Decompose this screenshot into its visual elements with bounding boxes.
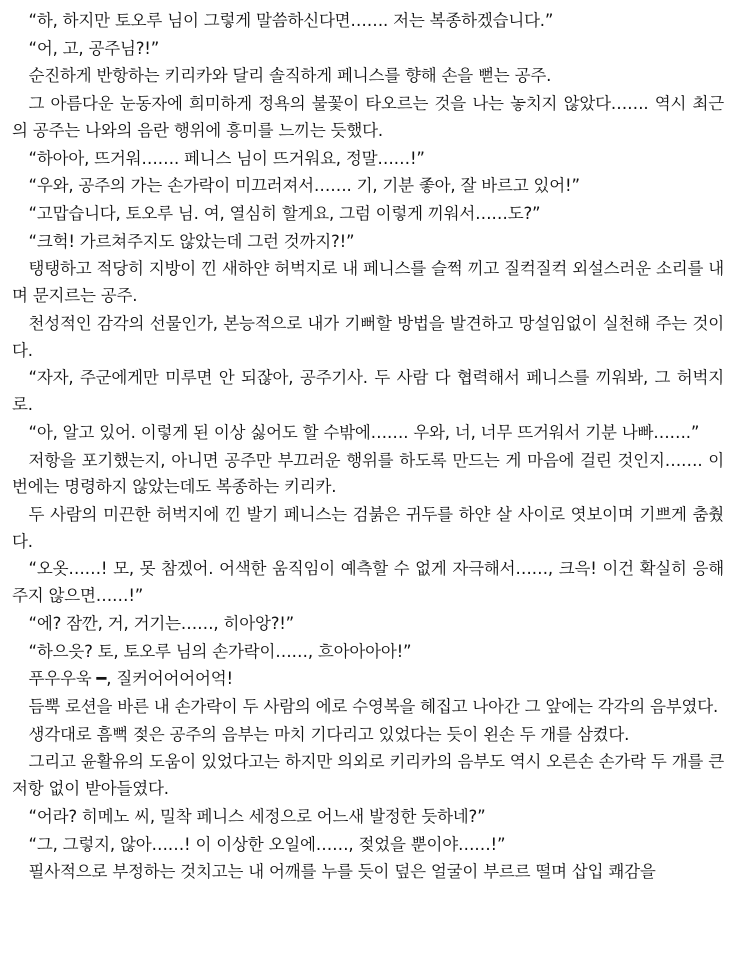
paragraph: 순진하게 반항하는 키리카와 달리 솔직하게 페니스를 향해 손을 뻗는 공주.: [28, 66, 552, 86]
paragraph: “하아아, 뜨거워……. 페니스 님이 뜨거워요, 정말……!”: [28, 148, 425, 168]
paragraph: 두 사람의 미끈한 허벅지에 낀 발기 페니스는 검붉은 귀두를 하얀 살 사이로 엿보이며 기쁘게 춤췄다.: [12, 504, 724, 551]
paragraph: 저항을 포기했는지, 아니면 공주만 부끄러운 행위를 하도록 만드는 게 마음에 걸린 것인지……. 이번에는 명령하지 않았는데도 복종하는 키리카.: [12, 450, 724, 497]
paragraph: “하, 하지만 토오루 님이 그렇게 말씀하신다면……. 저는 복종하겠습니다.”: [28, 11, 554, 30]
paragraph: “우와, 공주의 가는 손가락이 미끄러져서……. 기, 기분 좋아, 잘 바르고 있어!”: [28, 176, 580, 196]
paragraph: 그리고 윤활유의 도움이 있었다고는 하지만 의외로 키리카의 음부도 역시 오른손 손가락 두 개를 큰 저항 없이 받아들였다.: [12, 752, 724, 799]
paragraph: “아, 알고 있어. 이렇게 된 이상 싫어도 할 수밖에……. 우와, 너, 너무 뜨거워서 기분 나빠…….”: [28, 422, 700, 442]
paragraph: “에? 잠깐, 거, 거기는……, 히아앙?!”: [28, 613, 295, 633]
paragraph: 천성적인 감각의 선물인가, 본능적으로 내가 기뻐할 방법을 발견하고 망설임없이 실천해 주는 것이다.: [12, 313, 724, 360]
paragraph: 필사적으로 부정하는 것치고는 내 어깨를 누를 듯이 덮은 얼굴이 부르르 떨며 삽입 쾌감을: [28, 862, 656, 882]
paragraph: “하으읏? 토, 토오루 님의 손가락이……, 흐아아아아!”: [28, 641, 412, 661]
paragraph: 탱탱하고 적당히 지방이 낀 새하얀 허벅지로 내 페니스를 슬쩍 끼고 질컥질컥 외설스러운 소리를 내며 문지르는 공주.: [12, 259, 724, 306]
paragraph: “크헉! 가르쳐주지도 않았는데 그런 것까지?!”: [28, 231, 355, 251]
paragraph: “어, 고, 공주님?!”: [28, 38, 160, 58]
paragraph: “그, 그렇지, 않아……! 이 이상한 오일에……, 젖었을 뿐이야……!”: [28, 834, 506, 854]
paragraph: 푸우우욱 ━, 질커어어어어억!: [28, 669, 233, 689]
paragraph: “자자, 주군에게만 미루면 안 되잖아, 공주기사. 두 사람 다 협력해서 페니스를 끼워봐, 그 허벅지로.: [12, 368, 724, 415]
paragraph: 생각대로 흠뻑 젖은 공주의 음부는 마치 기다리고 있었다는 듯이 왼손 두 개를 삼켰다.: [28, 724, 630, 744]
paragraph: 듬뿍 로션을 바른 내 손가락이 두 사람의 에로 수영복을 헤집고 나아간 그 앞에는 각각의 음부였다.: [28, 696, 718, 716]
paragraph: “어라? 히메노 씨, 밀착 페니스 세정으로 어느새 발정한 듯하네?”: [28, 806, 486, 826]
paragraph: “고맙습니다, 토오루 님. 여, 열심히 할게요, 그럼 이렇게 끼워서……도?”: [28, 204, 541, 224]
paragraph: “오옷……! 모, 못 참겠어. 어색한 움직임이 예측할 수 없게 자극해서……, 크윽! 이건 확실히 응해주지 않으면……!”: [12, 559, 724, 606]
paragraph: 그 아름다운 눈동자에 희미하게 정욕의 불꽃이 타오르는 것을 나는 놓치지 않았다……. 역시 최근의 공주는 나와의 음란 행위에 흥미를 느끼는 듯했다.: [12, 94, 724, 140]
